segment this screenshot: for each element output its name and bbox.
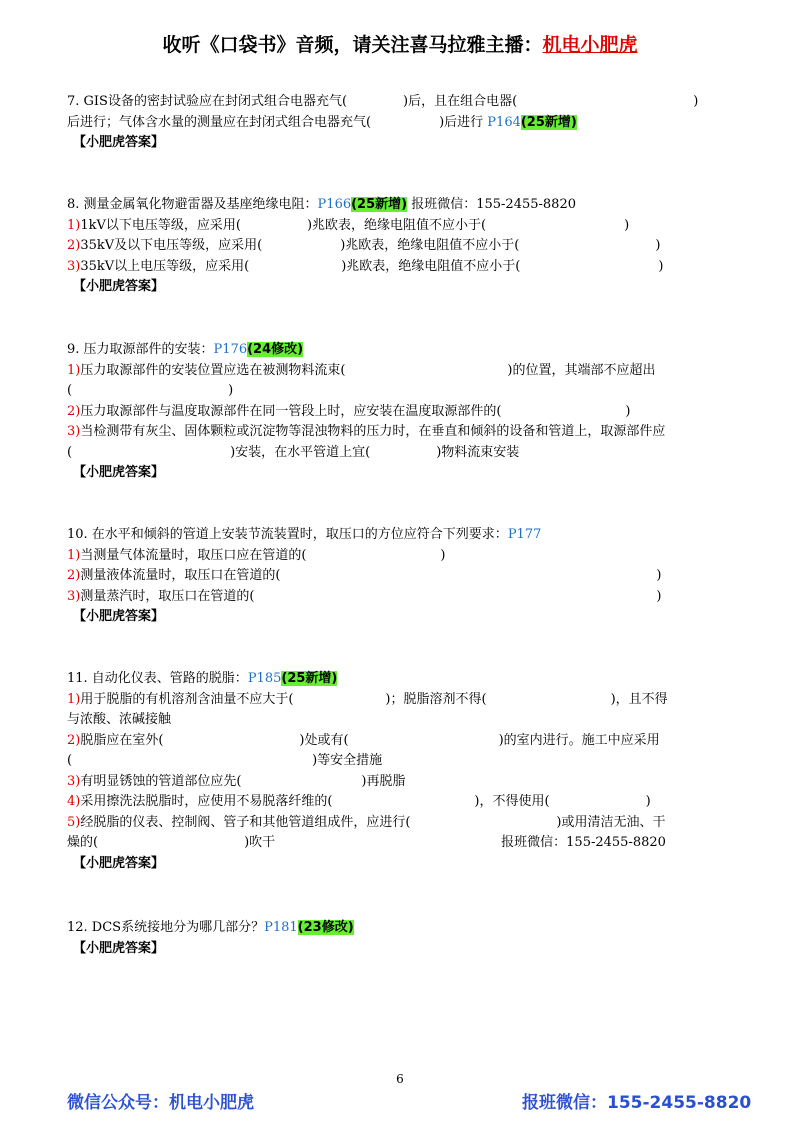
q10-title: 10. 在水平和倾斜的管道上安装节流装置时，取压口的方位应符合下列要求： — [67, 527, 508, 542]
q11-item-text: 与浓酸、浓碱接触 — [67, 712, 172, 727]
q11-item-num: 3) — [67, 773, 81, 789]
q11-wechat: 报班微信：155-2455-8820 — [501, 835, 666, 850]
q11-item-text: )处或有( — [299, 732, 349, 748]
q8-tag: (25新增) — [351, 197, 408, 212]
q11-item-text: )，且不得 — [610, 691, 668, 707]
q9-item-text: ( — [67, 383, 73, 398]
question-9 — [67, 340, 747, 484]
q7-tag: (25新增) — [520, 114, 577, 130]
q10-page-ref: P177 — [507, 527, 542, 542]
q11-item-text: )，不得使用( — [474, 794, 550, 809]
q8-item-text: )兆欧表，绝缘电阻值不应小于( — [341, 258, 521, 274]
q7-text: 后进行；气体含水量的测量应在封闭式组合电器充气( — [67, 114, 372, 130]
question-11 — [67, 669, 747, 874]
header-brand-link[interactable]: 机电小肥虎 — [542, 34, 638, 56]
q10-item-text: 测量液体流量时，取压口在管道的( — [80, 568, 281, 583]
q10-item-text: ) — [656, 568, 662, 583]
q11-page-ref: P185 — [247, 671, 282, 686]
q9-item-num: 2) — [67, 403, 81, 419]
q12-title: 12. DCS系统接地分为哪几部分？ — [67, 920, 265, 935]
q12-tag: (23修改) — [297, 920, 354, 935]
q11-item-text: ) — [645, 794, 651, 809]
q11-item-text: 经脱脂的仪表、控制阀、管子和其他管道组成件，应进行( — [80, 814, 411, 830]
q11-item-text: )；脱脂溶剂不得( — [385, 691, 487, 707]
q9-item-text: 压力取源部件与温度取源部件在同一管段上时，应安装在温度取源部件的( — [80, 403, 502, 419]
q10-item-num: 3) — [67, 588, 81, 604]
q11-item-text: 用于脱脂的有机溶剂含油量不应大于( — [80, 691, 294, 707]
q10-item-num: 1) — [67, 547, 81, 563]
answer-label: 【小肥虎答案】 — [73, 855, 165, 871]
q7-text: ) — [693, 94, 699, 109]
q11-item-text: 有明显锈蚀的管道部位应先( — [80, 773, 242, 789]
q11-tag: (25新增) — [281, 671, 338, 686]
q9-item-text: 压力取源部件的安装位置应选在被测物料流束( — [80, 362, 346, 378]
q11-item-text: )的室内进行。施工中应采用 — [498, 732, 660, 748]
q9-title: 9. 压力取源部件的安装： — [67, 342, 214, 357]
question-7 — [67, 92, 747, 154]
q12-page-ref: P181 — [264, 920, 298, 935]
q11-item-text: 燥的( — [67, 835, 99, 850]
q11-item-text: ( — [67, 753, 73, 768]
q11-item-num: 2) — [67, 732, 81, 748]
page-header — [0, 30, 800, 57]
q8-item-text: 1kV以下电压等级，应采用( — [80, 217, 241, 233]
q10-item-text: ) — [656, 588, 662, 604]
q9-item-text: )的位置，其端部不应超出 — [507, 362, 656, 378]
q8-item-text: ) — [658, 258, 664, 274]
q9-page-ref: P176 — [213, 342, 248, 357]
q11-title: 11. 自动化仪表、管路的脱脂： — [67, 671, 248, 686]
q9-item-text: )物料流束安装 — [436, 444, 520, 460]
q10-item-text: 当测量气体流量时，取压口应在管道的( — [80, 547, 307, 563]
header-prefix: 收听《口袋书》音频，请关注喜马拉雅主播： — [162, 34, 543, 56]
q11-item-text: )等安全措施 — [312, 753, 383, 768]
q11-item-text: )再脱脂 — [361, 773, 406, 789]
q8-wechat: 报班微信：155-2455-8820 — [407, 197, 576, 212]
q8-item-text: )兆欧表，绝缘电阻值不应小于( — [306, 217, 487, 233]
answer-label: 【小肥虎答案】 — [73, 609, 165, 624]
q7-text: )后进行 — [439, 114, 488, 130]
q8-item-text: 35kV以上电压等级，应采用( — [80, 258, 250, 274]
q7-page-ref: P164 — [487, 114, 521, 130]
q8-item-text: 35kV及以下电压等级，应采用( — [80, 238, 263, 253]
q9-item-text: ) — [625, 403, 631, 419]
answer-label: 【小肥虎答案】 — [73, 940, 165, 956]
q8-item-num: 2) — [67, 238, 81, 253]
answer-label: 【小肥虎答案】 — [73, 465, 165, 480]
q10-item-text: ) — [440, 547, 446, 563]
q8-item-num: 1) — [67, 217, 81, 233]
q11-item-num: 1) — [67, 691, 81, 707]
q9-item-text: )安装，在水平管道上宜( — [230, 444, 371, 460]
q11-item-text: )或用清洁无油、干 — [556, 814, 666, 830]
q9-item-num: 1) — [67, 362, 81, 378]
q11-item-text: 采用擦洗法脱脂时，应使用不易脱落纤维的( — [80, 794, 333, 809]
question-8 — [67, 195, 747, 298]
page-number: 6 — [396, 1072, 404, 1086]
q11-item-num: 5) — [67, 814, 81, 830]
question-12 — [67, 918, 747, 959]
q9-tag: (24修改) — [247, 342, 304, 357]
q7-text: )后，且在组合电器( — [403, 94, 518, 109]
q8-item-text: ) — [655, 238, 661, 253]
q8-page-ref: P166 — [317, 197, 352, 212]
q11-item-text: 脱脂应在室外( — [80, 732, 164, 748]
answer-label: 【小肥虎答案】 — [73, 279, 165, 294]
answer-label: 【小肥虎答案】 — [73, 135, 165, 150]
q7-text: 7. GIS设备的密封试验应在封闭式组合电器充气( — [67, 94, 348, 109]
q8-item-text: ) — [624, 217, 630, 233]
q9-item-text: ) — [228, 383, 234, 398]
q8-item-num: 3) — [67, 258, 81, 274]
q10-item-num: 2) — [67, 568, 81, 583]
footer-wechat-account: 微信公众号：机电小肥虎 — [67, 1093, 254, 1113]
q8-title: 8. 测量金属氧化物避雷器及基座绝缘电阻： — [67, 197, 318, 212]
q9-item-text: 当检测带有灰尘、固体颗粒或沉淀物等混浊物料的压力时，在垂直和倾斜的设备和管道上，取源部件应 — [80, 424, 666, 439]
q9-item-num: 3) — [67, 424, 81, 439]
footer-signup-wechat: 报班微信：155-2455-8820 — [522, 1093, 752, 1113]
question-10 — [67, 525, 747, 628]
q11-item-text: )吹干 — [244, 835, 276, 850]
q9-item-text: ( — [67, 444, 73, 460]
q10-item-text: 测量蒸汽时，取压口在管道的( — [80, 588, 255, 604]
q8-item-text: )兆欧表，绝缘电阻值不应小于( — [340, 238, 520, 253]
q11-item-num: 4) — [67, 794, 81, 809]
